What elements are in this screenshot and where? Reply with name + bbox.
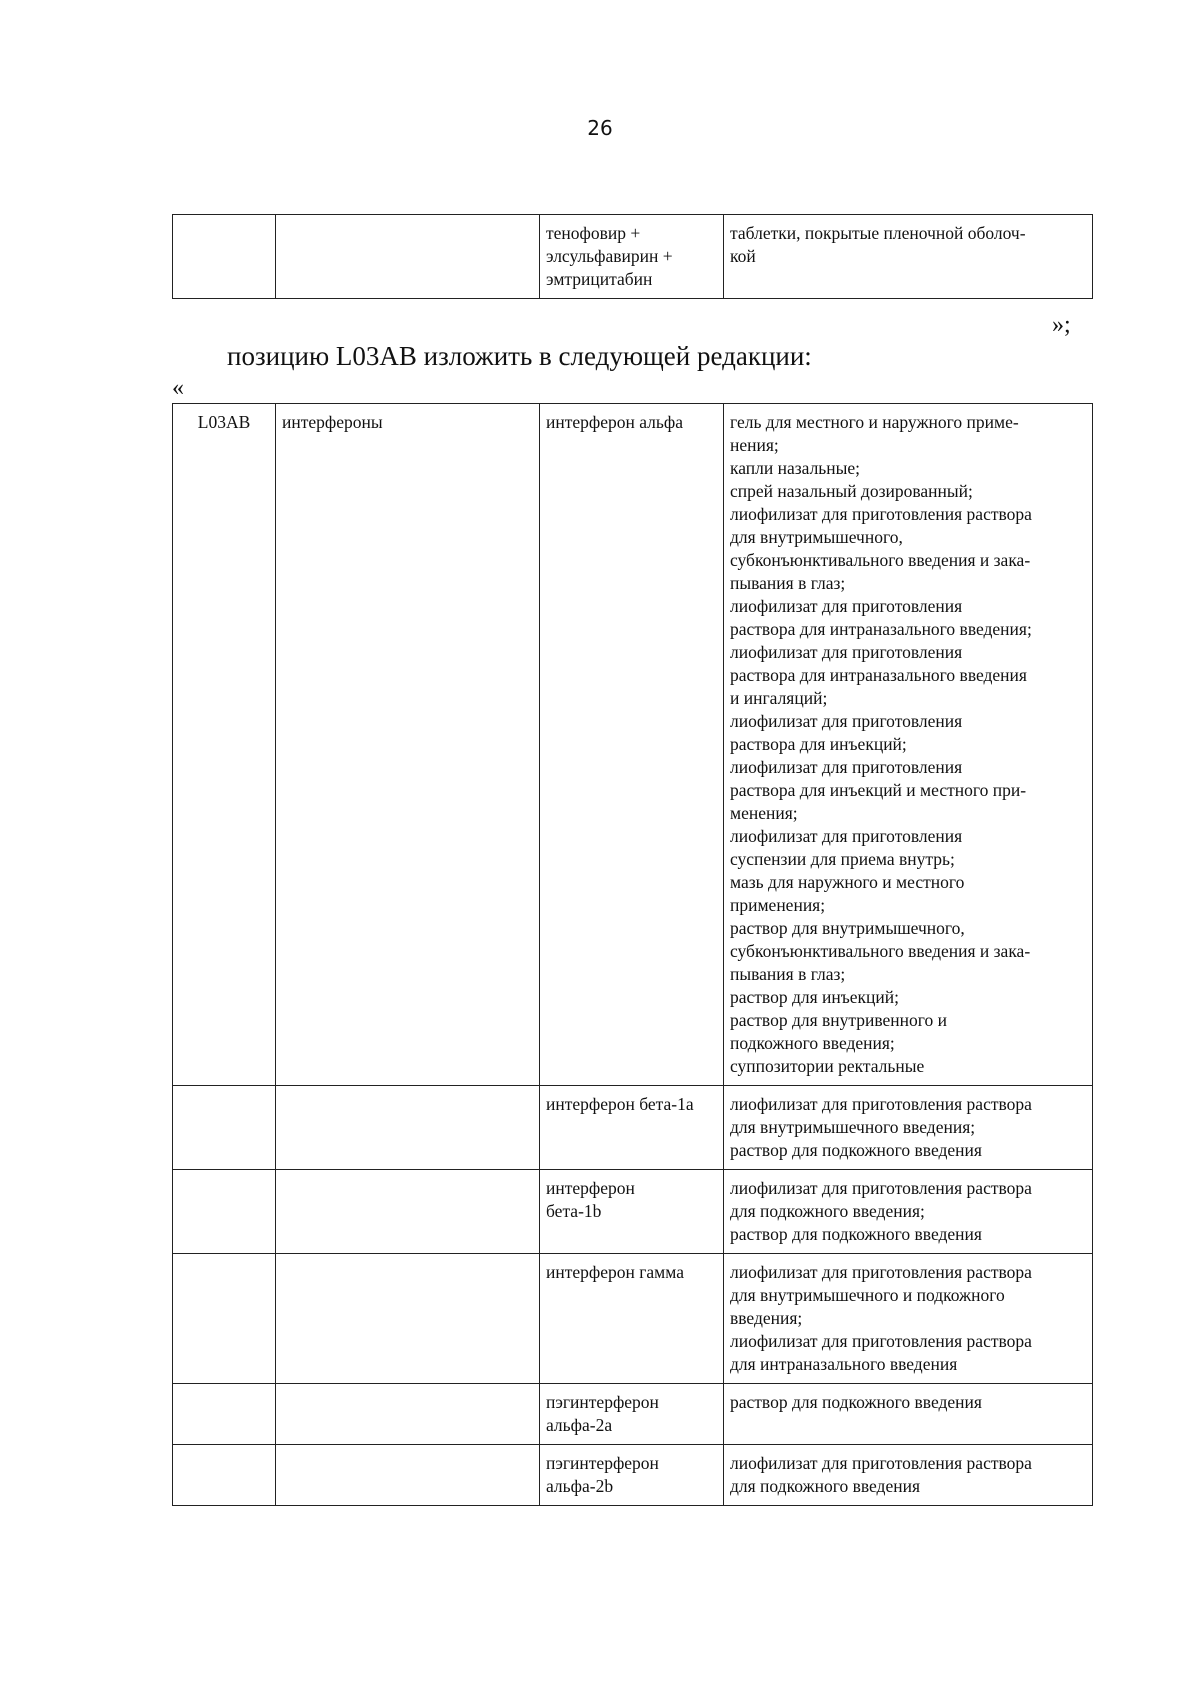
cell-line: таблетки, покрытые пленочной оболоч- [730, 223, 1026, 243]
closing-quote: »; [1052, 312, 1071, 338]
page-number: 26 [587, 116, 613, 140]
atc-code-cell [173, 1170, 276, 1254]
cell-line: раствора для интраназального введения [730, 665, 1027, 685]
cell-line: введения; [730, 1308, 803, 1328]
dosage-forms-cell [724, 1254, 1093, 1384]
substance-cell [540, 1170, 724, 1254]
group-cell [276, 1170, 540, 1254]
top-table [172, 214, 1093, 299]
substance-cell [540, 1086, 724, 1170]
cell-line: гель для местного и наружного приме- [730, 412, 1019, 432]
dosage-forms-cell [724, 1445, 1093, 1506]
cell-line: лиофилизат для приготовления [730, 826, 963, 846]
cell-line: кой [730, 246, 756, 266]
cell-line: раствора для инъекций и местного при- [730, 780, 1027, 800]
cell-line: лиофилизат для приготовления раствора [730, 1453, 1032, 1473]
cell-line: раствор для инъекций; [730, 987, 900, 1007]
dosage-forms-cell [724, 1086, 1093, 1170]
substance-cell [540, 404, 724, 1086]
cell-line: раствора для инъекций; [730, 734, 907, 754]
atc-code-cell [173, 1086, 276, 1170]
cell-line: спрей назальный дозированный; [730, 481, 973, 501]
cell-line: и ингаляций; [730, 688, 828, 708]
cell-line: лиофилизат для приготовления раствора [730, 1331, 1032, 1351]
cell-line: бета-1b [546, 1201, 602, 1221]
table-row [173, 1254, 1093, 1384]
dosage-forms-cell [724, 1384, 1093, 1445]
cell-line: для внутримышечного, [730, 527, 903, 547]
atc-code-cell [173, 215, 276, 299]
table-row [173, 1445, 1093, 1506]
cell-line: альфа-2a [546, 1415, 613, 1435]
cell-line: подкожного введения; [730, 1033, 895, 1053]
cell-line: лиофилизат для приготовления раствора [730, 1094, 1032, 1114]
cell-line: капли назальные; [730, 458, 861, 478]
cell-text: интерфероны [282, 412, 383, 432]
cell-line: альфа-2b [546, 1476, 614, 1496]
cell-line: суппозитории ректальные [730, 1056, 925, 1076]
group-cell [276, 1086, 540, 1170]
dosage-forms-cell [724, 215, 1093, 299]
cell-line: для интраназального введения [730, 1354, 958, 1374]
cell-line: пэгинтерферон [546, 1392, 659, 1412]
cell-line: лиофилизат для приготовления [730, 711, 963, 731]
cell-line: мазь для наружного и местного [730, 872, 965, 892]
cell-text: L03AB [197, 412, 251, 432]
cell-line: эмтрицитабин [546, 269, 653, 289]
cell-line: для внутримышечного введения; [730, 1117, 976, 1137]
atc-code-cell [173, 1445, 276, 1506]
table-row [173, 1086, 1093, 1170]
substance-cell [540, 215, 724, 299]
cell-line: субконъюнктивального введения и зака- [730, 550, 1031, 570]
cell-line: пывания в глаз; [730, 964, 846, 984]
dosage-forms-cell [724, 1170, 1093, 1254]
cell-line: нения; [730, 435, 779, 455]
cell-line: раствор для внутривенного и [730, 1010, 948, 1030]
atc-code-cell [173, 1384, 276, 1445]
cell-line: суспензии для приема внутрь; [730, 849, 955, 869]
main-table [172, 403, 1093, 1506]
substance-cell [540, 1384, 724, 1445]
substance-cell [540, 1254, 724, 1384]
cell-line: интерферон бета-1a [546, 1094, 694, 1114]
table-row [173, 404, 1093, 1086]
cell-line: для подкожного введения [730, 1476, 920, 1496]
atc-code-cell [173, 404, 276, 1086]
dosage-forms-cell [724, 404, 1093, 1086]
instruction-text: позицию L03AB изложить в следующей редакции: [227, 341, 812, 371]
table-row [173, 1384, 1093, 1445]
atc-code-cell [173, 1254, 276, 1384]
group-cell [276, 404, 540, 1086]
cell-line: лиофилизат для приготовления [730, 596, 963, 616]
group-cell [276, 1384, 540, 1445]
cell-line: лиофилизат для приготовления [730, 642, 963, 662]
cell-line: раствор для внутримышечного, [730, 918, 965, 938]
cell-line: для внутримышечного и подкожного [730, 1285, 1005, 1305]
cell-line: раствор для подкожного введения [730, 1224, 982, 1244]
table-row [173, 1170, 1093, 1254]
cell-line: субконъюнктивального введения и зака- [730, 941, 1031, 961]
cell-line: интерферон альфа [546, 412, 683, 432]
cell-line: лиофилизат для приготовления [730, 757, 963, 777]
cell-line: лиофилизат для приготовления раствора [730, 1262, 1032, 1282]
substance-cell [540, 1445, 724, 1506]
cell-line: интерферон гамма [546, 1262, 684, 1282]
group-cell [276, 1254, 540, 1384]
cell-line: элсульфавирин + [546, 246, 673, 266]
cell-line: лиофилизат для приготовления раствора [730, 1178, 1032, 1198]
cell-line: для подкожного введения; [730, 1201, 925, 1221]
cell-line: лиофилизат для приготовления раствора [730, 504, 1032, 524]
table-row [173, 215, 1093, 299]
cell-line: тенофовир + [546, 223, 641, 243]
cell-line: раствора для интраназального введения; [730, 619, 1032, 639]
cell-line: раствор для подкожного введения [730, 1140, 982, 1160]
opening-quote: « [172, 375, 184, 401]
cell-line: раствор для подкожного введения [730, 1392, 982, 1412]
cell-line: менения; [730, 803, 798, 823]
cell-line: пэгинтерферон [546, 1453, 659, 1473]
cell-line: интерферон [546, 1178, 635, 1198]
cell-line: пывания в глаз; [730, 573, 846, 593]
group-cell [276, 215, 540, 299]
group-cell [276, 1445, 540, 1506]
cell-line: применения; [730, 895, 826, 915]
